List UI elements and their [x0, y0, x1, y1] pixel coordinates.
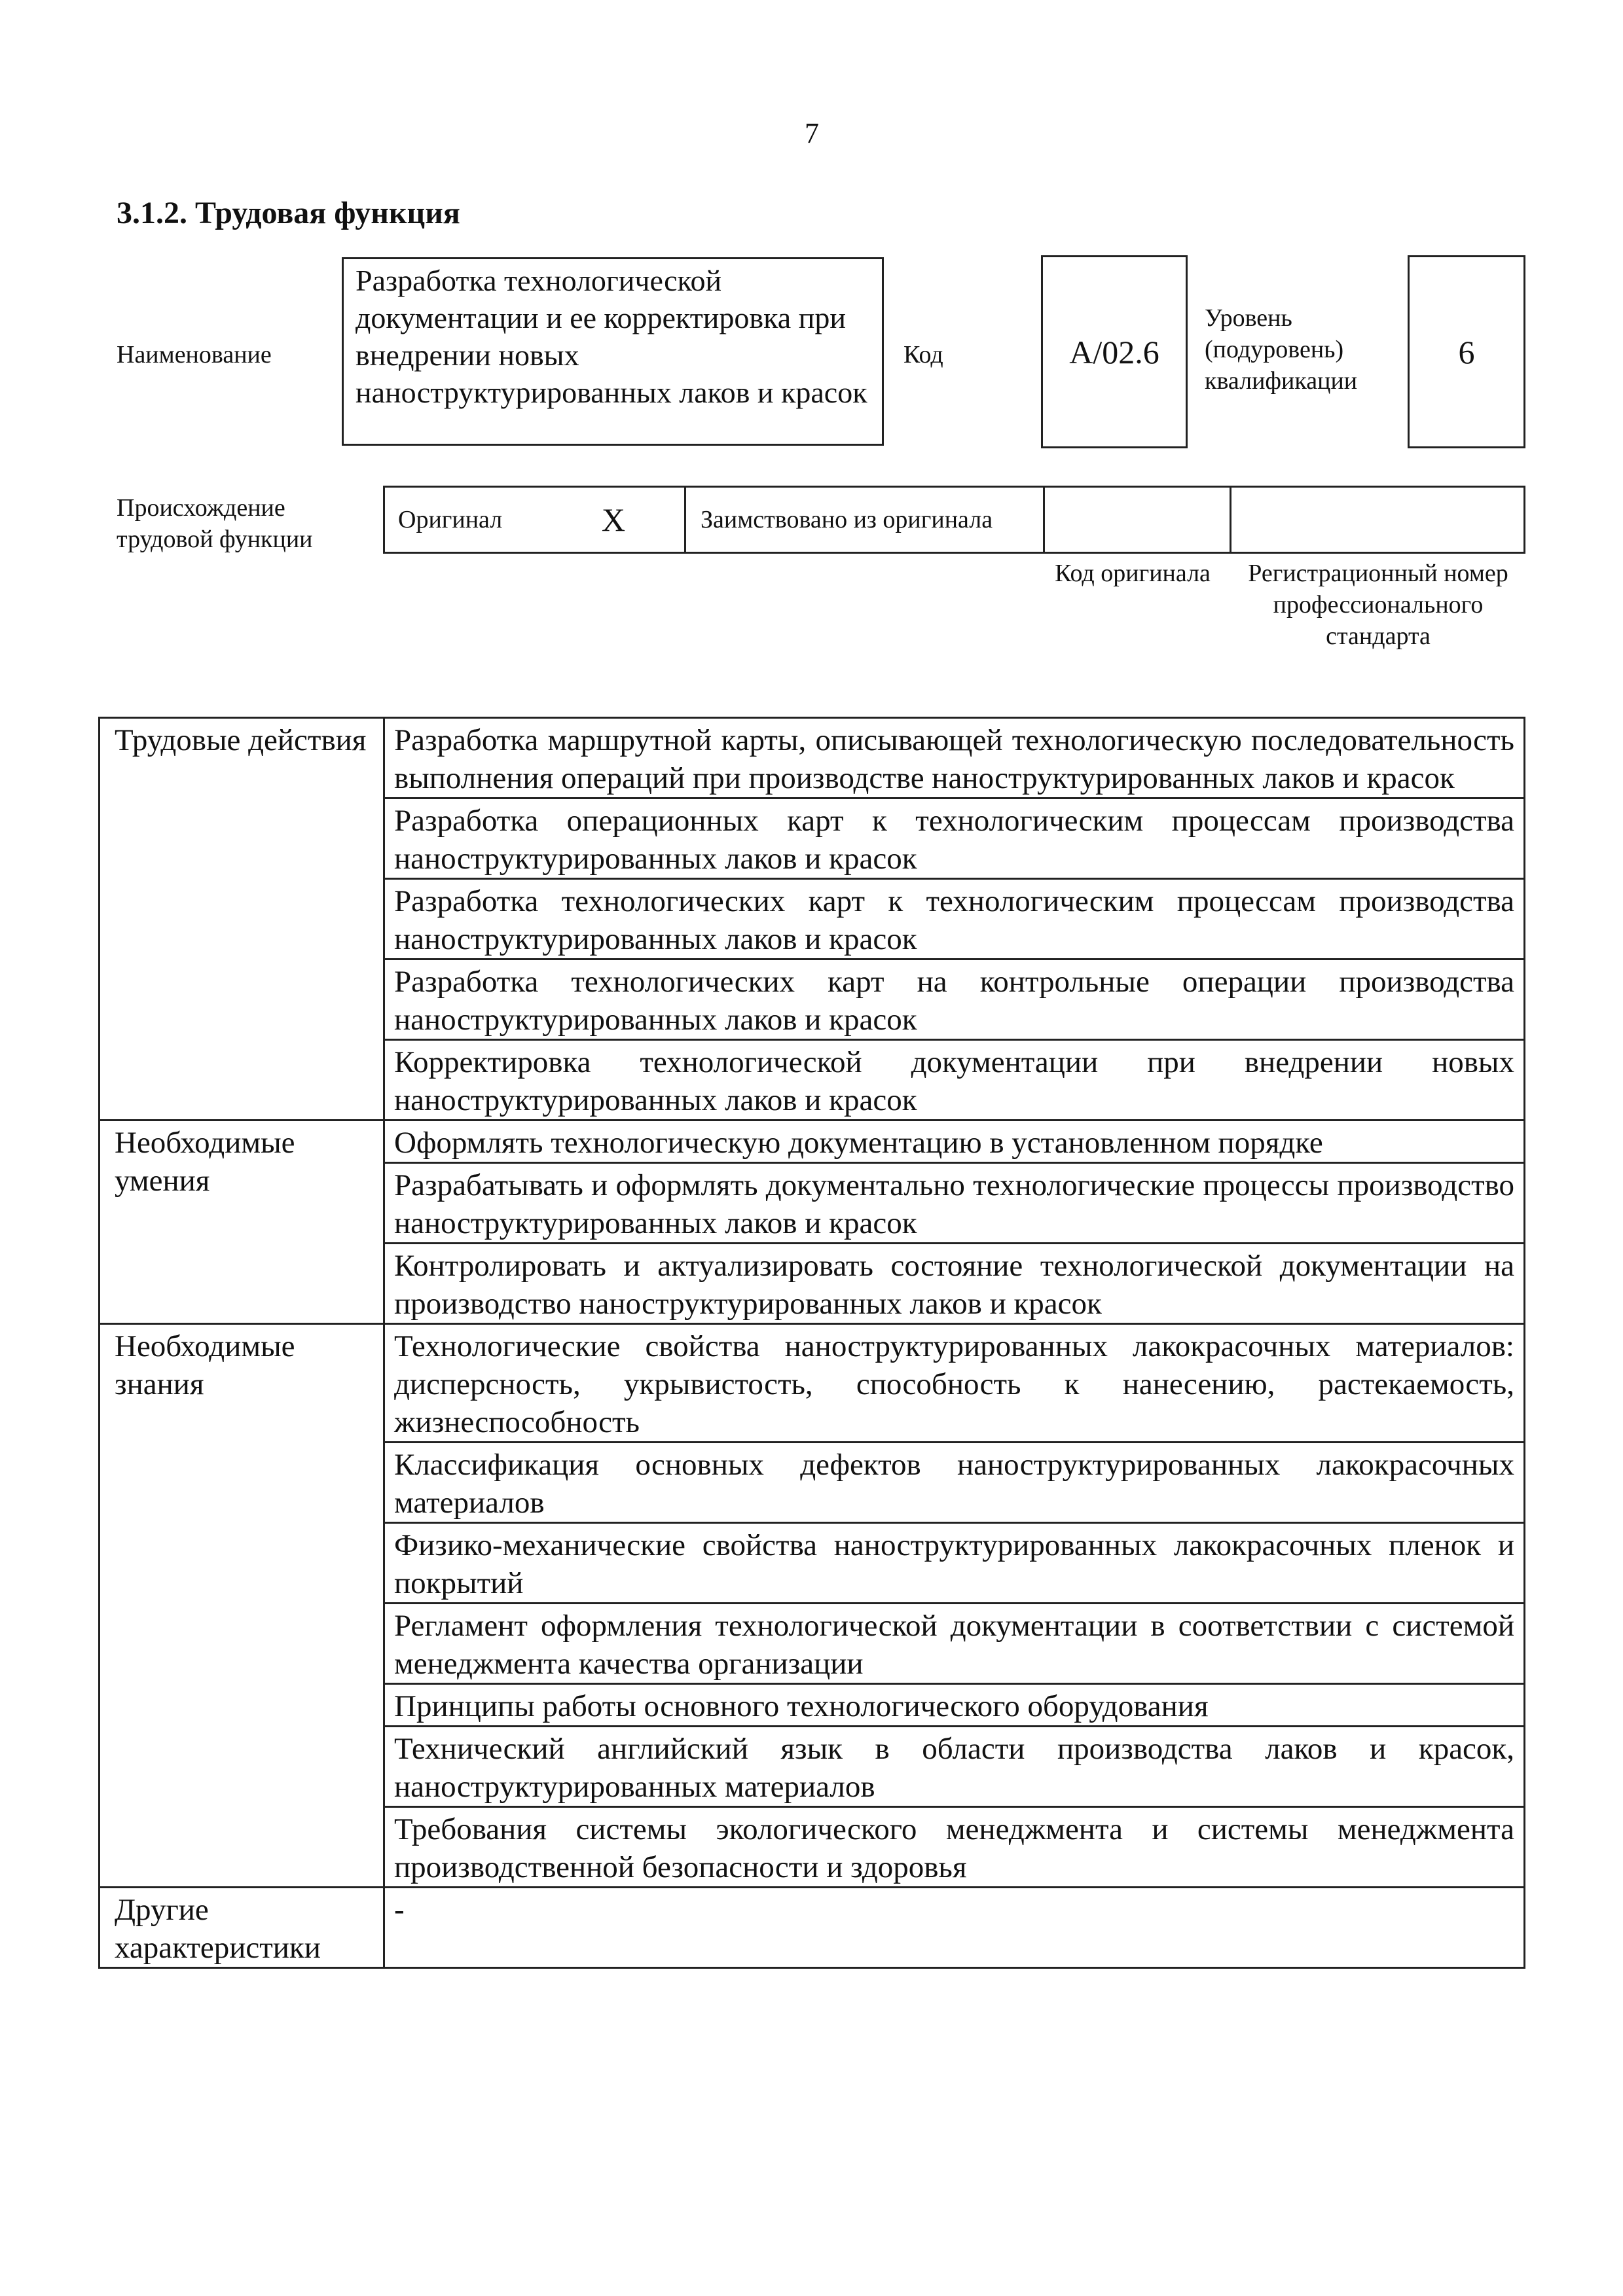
- name-label: Наименование: [117, 341, 272, 368]
- page-number: 7: [805, 117, 819, 149]
- category-cell: Необходимые знания: [100, 1324, 384, 1888]
- item-cell: Требования системы экологического менеджмента и системы менеджмента производственной безопасности и здоровья: [384, 1807, 1525, 1888]
- code-original-label: Код оригинала: [1055, 560, 1211, 587]
- function-details-table: [98, 717, 1525, 1969]
- section-title: 3.1.2. Трудовая функция: [117, 196, 460, 230]
- function-name-box: Разработка технологической документации и ее корректировка при внедрении новых наноструктурированных лаков и красок: [342, 257, 884, 446]
- item-cell: Разрабатывать и оформлять документально технологические процессы производство наноструктурированных лаков и красок: [384, 1163, 1525, 1244]
- item-cell: Разработка технологических карт к технологическим процессам производства наноструктурированных лаков и красок: [384, 879, 1525, 960]
- item-cell: Оформлять технологическую документацию в установленном порядке: [384, 1121, 1525, 1163]
- table-row: [100, 1121, 1525, 1163]
- table-row: [100, 1888, 1525, 1968]
- item-cell: Разработка операционных карт к технологическим процессам производства наноструктурированных лаков и красок: [384, 798, 1525, 879]
- origin-table: [383, 486, 1525, 554]
- original-label: Оригинал: [398, 506, 503, 533]
- item-cell: Регламент оформления технологической документации в соответствии с системой менеджмента качества организации: [384, 1604, 1525, 1684]
- item-cell: Контролировать и актуализировать состояние технологической документации на производство наноструктурированных лаков и красок: [384, 1244, 1525, 1324]
- origin-original-cell: [385, 488, 686, 552]
- category-cell: Необходимые умения: [100, 1121, 384, 1324]
- item-cell: Физико-механические свойства наноструктурированных лакокрасочных пленок и покрытий: [384, 1523, 1525, 1604]
- level-label: Уровень (подуровень) квалификации: [1205, 304, 1358, 395]
- category-cell: Другие характеристики: [100, 1888, 384, 1968]
- original-mark: X: [601, 501, 625, 538]
- item-cell: Технический английский язык в области производства лаков и красок, наноструктурированных материалов: [384, 1727, 1525, 1807]
- origin-label: Происхождение трудовой функции: [117, 494, 313, 553]
- item-cell: Принципы работы основного технологического оборудования: [384, 1684, 1525, 1727]
- item-cell: Разработка технологических карт на контрольные операции производства наноструктурированных лаков и красок: [384, 960, 1525, 1040]
- reg-number-label: Регистрационный номер профессионального стандарта: [1248, 560, 1508, 650]
- item-cell: Разработка маршрутной карты, описывающей технологическую последовательность выполнения операций при производстве наноструктурированных лаков и красок: [384, 718, 1525, 798]
- item-cell: Классификация основных дефектов наноструктурированных лакокрасочных материалов: [384, 1443, 1525, 1523]
- code-value: A/02.6: [1041, 255, 1188, 448]
- table-row: [100, 718, 1525, 798]
- category-cell: Трудовые действия: [100, 718, 384, 1121]
- item-cell: Корректировка технологической документации при внедрении новых наноструктурированных лаков и красок: [384, 1040, 1525, 1121]
- level-value: 6: [1408, 255, 1525, 448]
- reg-number-cell: [1231, 488, 1523, 552]
- borrowed-label: Заимствовано из оригинала: [686, 488, 1045, 552]
- table-row: [100, 1324, 1525, 1443]
- code-label: Код: [903, 341, 943, 368]
- item-cell: Технологические свойства наноструктурированных лакокрасочных материалов: дисперсность, укрывистость, способность к нанесению, растекаемость, жизнеспособность: [384, 1324, 1525, 1443]
- code-original-cell: [1045, 488, 1231, 552]
- item-cell: -: [384, 1888, 1525, 1968]
